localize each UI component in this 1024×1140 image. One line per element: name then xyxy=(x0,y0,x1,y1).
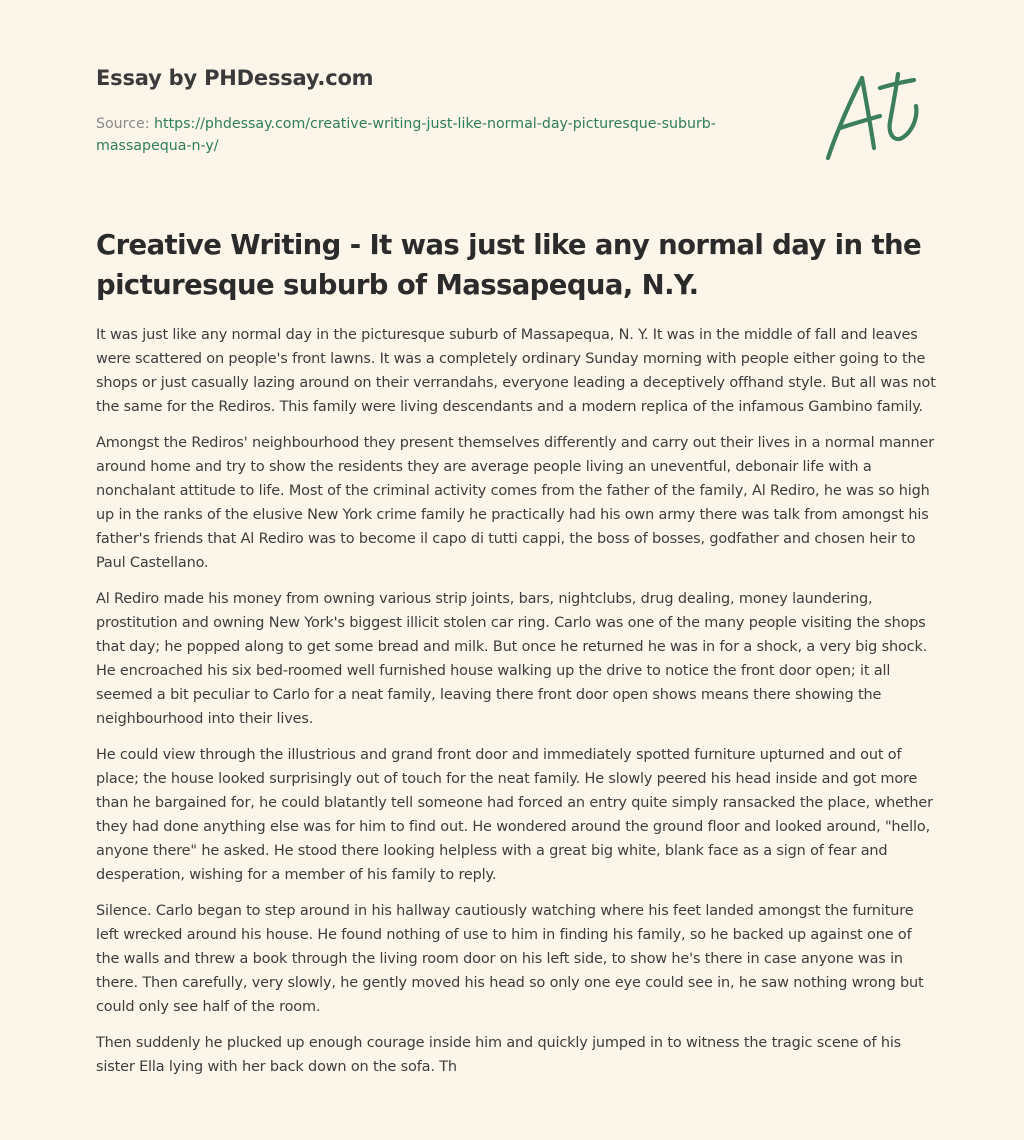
essay-paragraph: Al Rediro made his money from owning various strip joints, bars, nightclubs, drug dealing, money laundering, prostitution and owning New York's biggest illicit stolen car ring. Carlo was one of the many people visiting the shops that day; he popped along to get some bread and milk. But once he returned he was in for a shock, a very big shock. He encroached his six bed-roomed well furnished house walking up the drive to notice the front door open; it all seemed a bit peculiar to Carlo for a neat family, leaving there front door open shows means there showing the neighbourhood into their lives. xyxy=(96,591,928,727)
essay-paragraph: He could view through the illustrious and grand front door and immediately spotted furniture upturned and out of place; the house looked surprisingly out of touch for the neat family. He slowly peered his head inside and got more than he bargained for, he could blatantly tell someone had forced an entry quite simply ransacked the place, whether they had done anything else was for him to find out. He wondered around the ground floor and looked around, "hello, anyone there" he asked. He stood there looking helpless with a great big white, blank face as a sign of fear and desperation, wishing for a member of his family to reply. xyxy=(96,747,933,883)
source-link[interactable]: https://phdessay.com/creative-writing-just-like-normal-day-picturesque-suburb-massapequa-n-y/ xyxy=(96,116,716,154)
site-title: Essay by PHDessay.com xyxy=(96,66,374,90)
essay-body xyxy=(96,323,936,1091)
a-plus-logo-icon xyxy=(822,70,924,162)
essay-paragraph: It was just like any normal day in the picturesque suburb of Massapequa, N. Y. It was in the middle of fall and leaves were scattered on people's front lawns. It was a completely ordinary Sunday morning with people either going to the shops or just casually lazing around on their verrandahs, everyone leading a deceptively offhand style. But all was not the same for the Rediros. This family were living descendants and a modern replica of the infamous Gambino family. xyxy=(96,327,936,415)
essay-paragraph: Amongst the Rediros' neighbourhood they present themselves differently and carry out their lives in a normal manner around home and try to show the residents they are average people living an uneventful, debonair life with a nonchalant attitude to life. Most of the criminal activity comes from the father of the family, Al Rediro, he was so high up in the ranks of the elusive New York crime family he practically had his own army there was talk from amongst his father's friends that Al Rediro was to become il capo di tutti cappi, the boss of bosses, godfather and chosen heir to Paul Castellano. xyxy=(96,435,935,571)
essay-title: Creative Writing - It was just like any normal day in the picturesque suburb of Massapequa, N.Y. xyxy=(96,229,922,301)
essay-paragraph: Then suddenly he plucked up enough courage inside him and quickly jumped in to witness the tragic scene of his sister Ella lying with her back down on the sofa. Th xyxy=(96,1035,902,1075)
source-line xyxy=(96,113,776,157)
source-label: Source: xyxy=(96,116,150,132)
essay-paragraph: Silence. Carlo began to step around in his hallway cautiously watching where his feet landed amongst the furniture left wrecked around his house. He found nothing of use to him in finding his family, so he backed up against one of the walls and threw a book through the living room door on his left side, to show he's there in case anyone was in there. Then carefully, very slowly, he gently moved his head so only one eye could see in, he saw nothing wrong but could only see half of the room. xyxy=(96,903,924,1015)
